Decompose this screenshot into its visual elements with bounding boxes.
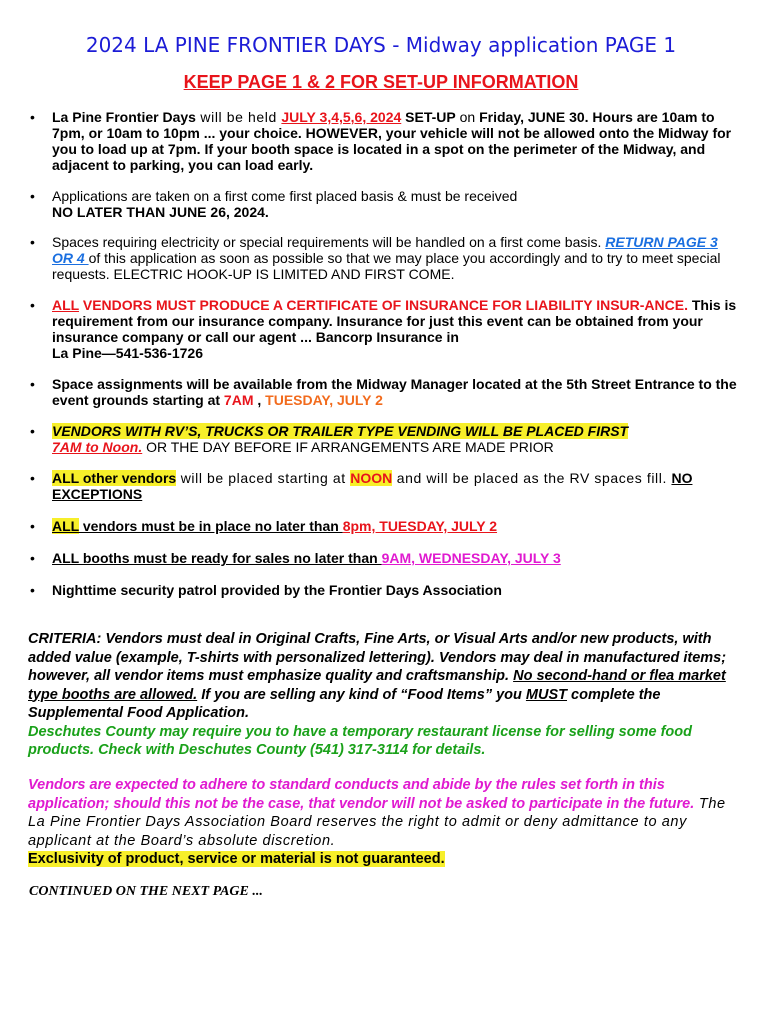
criteria-paragraph [28,630,744,760]
list-item-insurance [30,297,742,361]
security-note: Nighttime security patrol provided by the Frontier Days Association [52,582,502,598]
board-discretion: The La Pine Frontier Days Association Board reserves the right to admit or deny admittance to any applicant at the Board’s absolute discretion. [28,795,726,849]
continued-note: CONTINUED ON THE NEXT PAGE ... [29,884,263,899]
event-name: La Pine Frontier Days [52,109,196,125]
conduct-rules: Vendors are expected to adhere to standard conducts and abide by the rules set forth in this application; should this not be the case, that vendor will not be asked to participate in the future. [28,777,695,812]
list-item-other-vendors [30,470,742,502]
all-label: ALL [52,518,79,534]
page-title: 2024 LA PINE FRONTIER DAYS - Midway application PAGE 1 [85,33,677,57]
agent-phone: La Pine—541-536-1726 [52,345,203,361]
list-item-booths-ready [30,550,742,566]
text: of this application as soon as possible so that we may place you accordingly and to try to meet special requests. ELECTRIC HOOK-UP IS LIMITED AND FIRST COME. [52,250,721,282]
list-item-security [30,582,742,598]
noon-label: NOON [350,470,393,486]
text: will be placed starting at [176,470,351,486]
text: , [253,392,266,408]
text: ALL booths must be ready for sales no later than [52,550,382,566]
bullet-icon: • [30,470,35,486]
insurance-details: This is requirement from our insurance company. Insurance for just this event can be obtained from your insurance company or call our agent ... Bancorp Insurance in [52,297,737,345]
bullet-icon: • [30,550,35,566]
bullet-icon: • [30,518,35,534]
text: and will be placed as the RV spaces fill. [392,470,672,486]
list-item-application-deadline [30,188,742,220]
bullet-icon: • [30,582,35,598]
bullet-icon: • [30,188,35,204]
bullet-icon: • [30,376,35,392]
list-item-electricity [30,234,742,282]
exclusivity-note: Exclusivity of product, service or material is not guaranteed. [28,851,445,867]
no-exceptions: NO EXCEPTIONS [52,470,693,502]
list-item-in-place-deadline [30,518,742,534]
other-vendors-label: ALL other vendors [52,470,177,486]
text: Space assignments will be available from the Midway Manager located at the 5th Street Entrance to the event grounds starting at [52,376,737,408]
list-item-rv-vendors [30,423,742,455]
return-pages-note: RETURN PAGE 3 OR 4 [52,234,718,266]
setup-details: Friday, JUNE 30. Hours are 10am to 7pm, or 10am to 10pm ... your choice. HOWEVER, your vehicle will not be allowed onto the Midway for you to load up at 7pm. If your booth space is located in a spot on the perimeter of the Midway, and adjacent to parking, you can load early. [52,109,732,173]
insurance-requirement: VENDORS MUST PRODUCE A CERTIFICATE OF INSURANCE FOR LIABILITY INSUR-ANCE. [78,297,688,313]
text: will be held [195,109,282,125]
deadline: NO LATER THAN JUNE 26, 2024. [52,204,269,220]
must-label: MUST [525,686,568,703]
text: OR THE DAY BEFORE IF ARRANGEMENTS ARE MADE PRIOR [142,439,554,455]
in-place-time: 8pm, TUESDAY, JULY 2 [342,518,498,534]
county-license-note: Deschutes County may require you to have a temporary restaurant license for selling some food products. Check with Deschutes County (541) 317-3114 for details. [28,723,692,758]
bullet-icon: • [30,234,35,250]
assignment-day: TUESDAY, JULY 2 [265,392,383,408]
event-dates: JULY 3,4,5,6, 2024 [281,109,402,125]
list-item-space-assignments [30,376,742,408]
text: complete the Supplemental Food Application. [28,686,661,721]
keep-pages-notice: KEEP PAGE 1 & 2 FOR SET-UP INFORMATION [183,72,579,92]
no-second-hand: No second-hand or flea market type booths are allowed. [28,668,726,703]
list-item-festival-dates [30,109,742,173]
criteria-text: CRITERIA: Vendors must deal in Original Crafts, Fine Arts, or Visual Arts and/or new products, with added value (example, T-shirts with personalized lettering). Vendors may deal in manufactured items; however, all vendor items must emphasize quality and craftsmanship. [28,631,727,684]
rv-time: 7AM to Noon. [52,439,143,455]
text: Spaces requiring electricity or special requirements will be handled on a first come basis. [52,234,606,250]
assignment-time: 7AM [223,392,254,408]
setup-label: SET-UP [401,109,456,125]
text: If you are selling any kind of “Food Items” you [197,686,526,703]
all-label: ALL [52,297,79,313]
booths-ready-time: 9AM, WEDNESDAY, JULY 3 [381,550,561,566]
bullet-icon: • [30,109,35,125]
bullet-icon: • [30,297,35,313]
text: vendors must be in place no later than [78,518,343,534]
conduct-paragraph [28,776,744,869]
text: Applications are taken on a first come first placed basis & must be received [52,188,518,204]
text: on [455,109,480,125]
rv-vendors-notice: VENDORS WITH RV’S, TRUCKS OR TRAILER TYPE VENDING WILL BE PLACED FIRST [52,423,629,439]
bullet-icon: • [30,423,35,439]
